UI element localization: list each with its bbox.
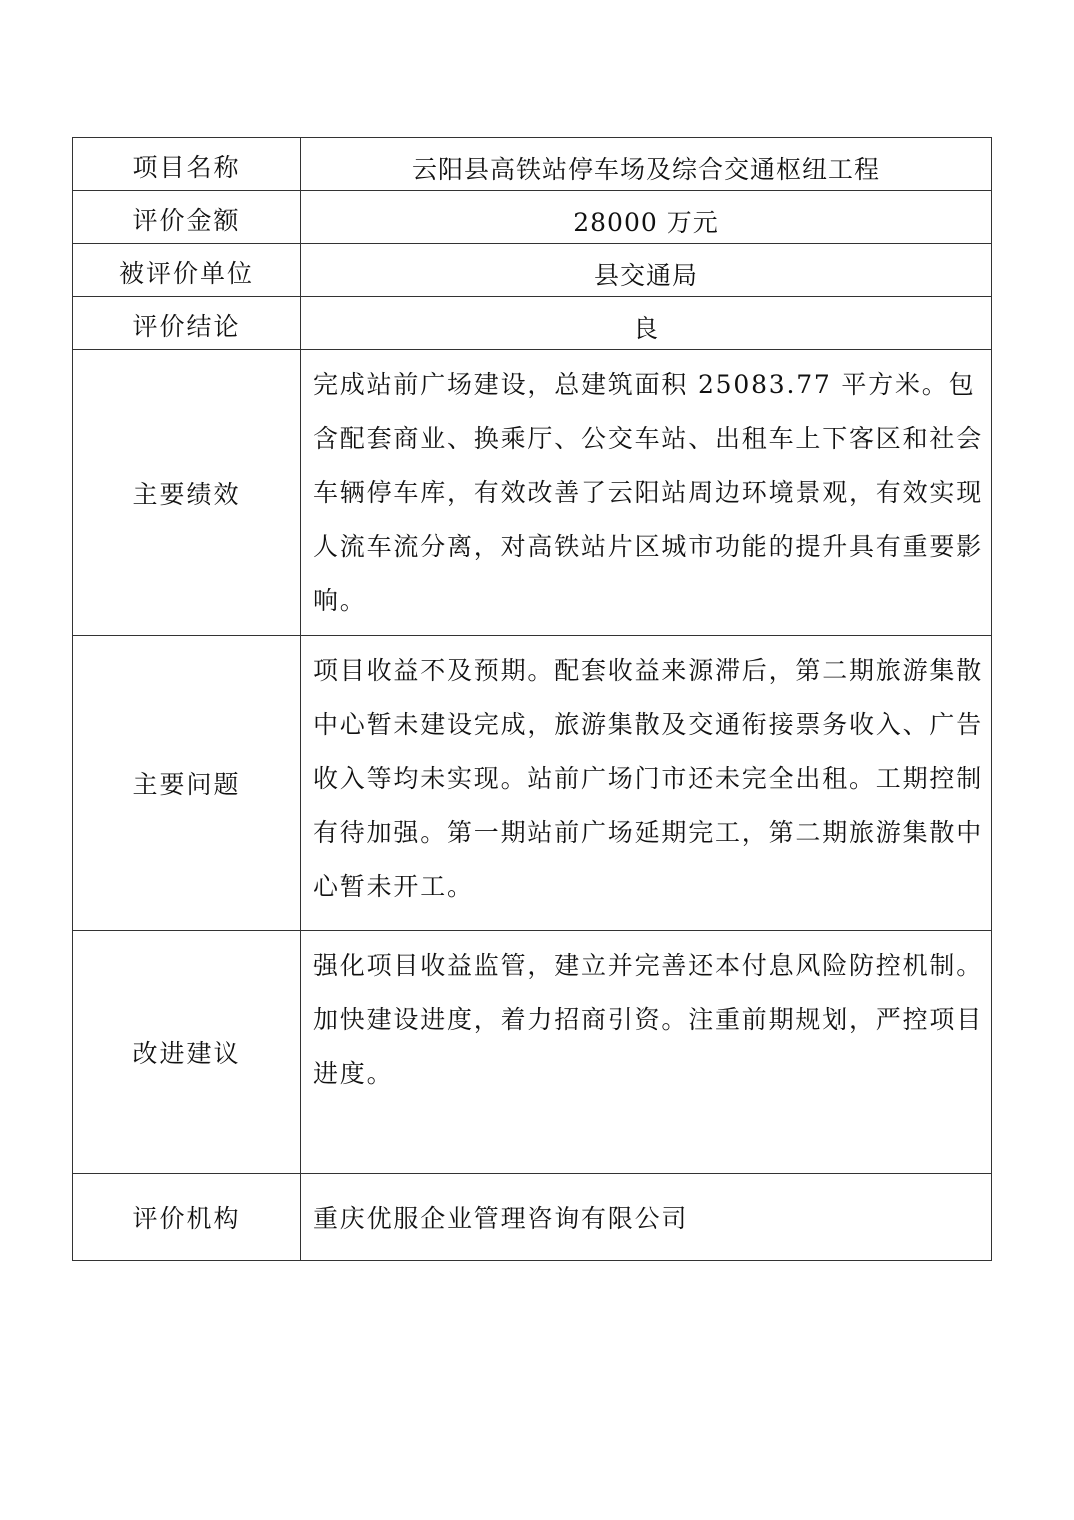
- row-value-problems: 项目收益不及预期。配套收益来源滞后，第二期旅游集散中心暂未建设完成，旅游集散及交通衔接票务收入、广告收入等均未实现。站前广场门市还未完全出租。工期控制有待加强。第一期站前广场延期完工，第二期旅游集散中心暂未开工。: [301, 636, 992, 931]
- row-value-amount: 28000 万元: [301, 191, 992, 244]
- table-row: [73, 244, 992, 297]
- table-row: [73, 636, 992, 931]
- row-label-conclusion: 评价结论: [73, 297, 301, 350]
- row-label-project-name: 项目名称: [73, 138, 301, 191]
- row-value-project-name: 云阳县高铁站停车场及综合交通枢纽工程: [301, 138, 992, 191]
- row-value-organization: 重庆优服企业管理咨询有限公司: [301, 1174, 992, 1261]
- table-row: [73, 350, 992, 636]
- evaluation-table: [72, 137, 992, 1261]
- table-row: [73, 931, 992, 1174]
- row-value-performance: 完成站前广场建设，总建筑面积 25083.77 平方米。包含配套商业、换乘厅、公交车站、出租车上下客区和社会车辆停车库，有效改善了云阳站周边环境景观，有效实现人流车流分离，对高铁站片区城市功能的提升具有重要影响。: [301, 350, 992, 636]
- table-row: [73, 138, 992, 191]
- row-value-conclusion: 良: [301, 297, 992, 350]
- table-row: [73, 1174, 992, 1261]
- row-label-amount: 评价金额: [73, 191, 301, 244]
- row-label-performance: 主要绩效: [73, 350, 301, 636]
- row-label-problems: 主要问题: [73, 636, 301, 931]
- row-value-suggestions: 强化项目收益监管，建立并完善还本付息风险防控机制。加快建设进度，着力招商引资。注重前期规划，严控项目进度。: [301, 931, 992, 1174]
- row-label-suggestions: 改进建议: [73, 931, 301, 1174]
- table-row: [73, 191, 992, 244]
- row-label-evaluated-unit: 被评价单位: [73, 244, 301, 297]
- table-row: [73, 297, 992, 350]
- row-label-organization: 评价机构: [73, 1174, 301, 1261]
- row-value-evaluated-unit: 县交通局: [301, 244, 992, 297]
